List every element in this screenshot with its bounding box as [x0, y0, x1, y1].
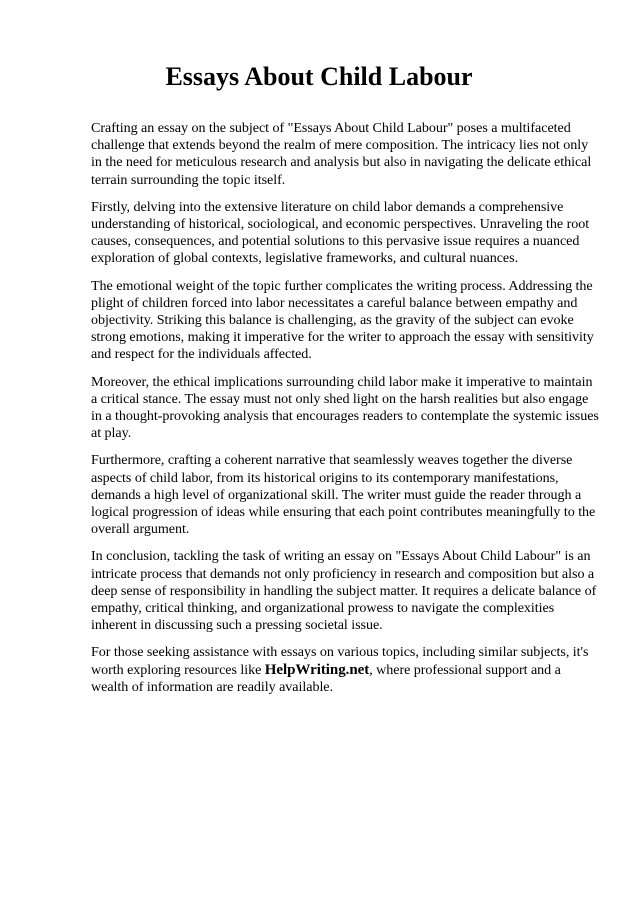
- brand-link[interactable]: HelpWriting.net: [264, 661, 370, 678]
- paragraph-intro: Crafting an essay on the subject of "Essays About Child Labour" poses a multifaceted challenge that extends beyond the realm of mere composition. The intricacy lies not only in the need for meticulous research and analysis but also in navigating the delicate ethical terrain surrounding the topic itself.: [91, 120, 592, 188]
- essay-body: [91, 120, 601, 706]
- paragraph-moreover: Moreover, the ethical implications surrounding child labor make it imperative to maintain a critical stance. The essay must not only shed light on the harsh realities but also engage in a thought-provoking analysis that encourages readers to contemplate the systemic issues at play.: [91, 373, 599, 442]
- closing-text-after: , where professional support and a wealth of information are readily available.: [91, 661, 561, 695]
- closing-text-before: For those seeking assistance with essays on various topics, including similar subjects, it's worth exploring resources like: [91, 644, 589, 678]
- paragraph-conclusion: In conclusion, tackling the task of writing an essay on "Essays About Child Labour" is an intricate process that demands not only proficiency in research and composition but also a deep sense of responsibility in handling the subject matter. It requires a delicate balance of empathy, critical thinking, and organizational prowess to navigate the complexities inherent in discussing such a pressing societal issue.: [91, 548, 597, 634]
- paragraph-closing: [91, 644, 601, 696]
- paragraph-firstly: Firstly, delving into the extensive literature on child labor demands a comprehensive understanding of historical, sociological, and economic perspectives. Unraveling the root causes, consequences, and potential solutions to this pervasive issue requires a nuanced exploration of global contexts, legislative frameworks, and cultural nuances.: [91, 198, 590, 267]
- paragraph-furthermore: Furthermore, crafting a coherent narrative that seamlessly weaves together the diverse aspects of child labor, from its historical origins to its contemporary manifestations, demands a high level of organizational skill. The writer must guide the reader through a logical progression of ideas while ensuring that each point contributes meaningfully to the overall argument.: [91, 452, 596, 538]
- paragraph-emotional-weight: The emotional weight of the topic further complicates the writing process. Addressing the plight of children forced into labor necessitates a careful balance between empathy and objectivity. Striking this balance is challenging, as the gravity of the subject can evoke strong emotions, making it imperative for the writer to approach the essay with sensitivity and respect for the individuals affected.: [91, 277, 594, 363]
- page-title: Essays About Child Labour: [165, 62, 473, 91]
